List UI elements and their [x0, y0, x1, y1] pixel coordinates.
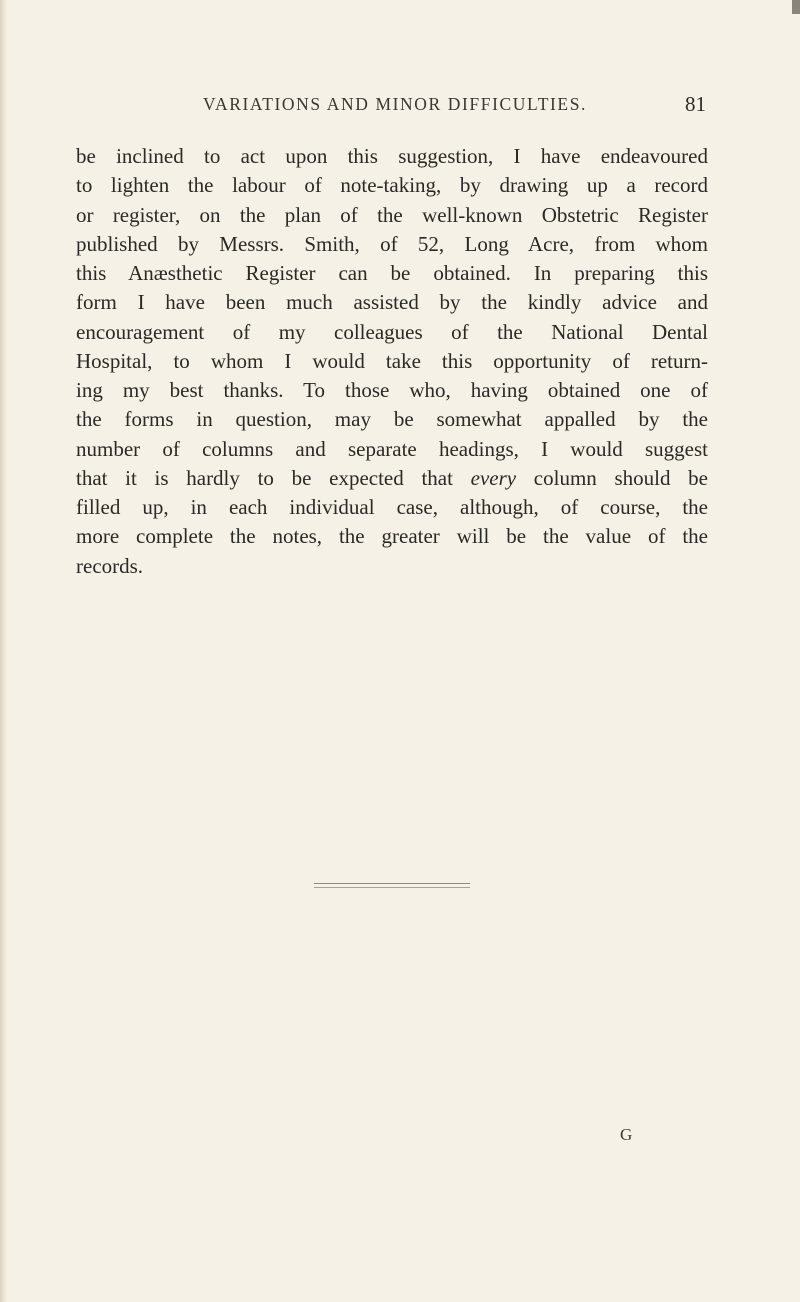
text-line: more complete the notes, the greater will be the value of the	[76, 524, 708, 549]
running-head	[203, 94, 706, 120]
corner-mark	[792, 0, 800, 14]
text-line: Hospital, to whom I would take this opportunity of return-	[76, 348, 708, 373]
text-line: ing my best thanks. To those who, having obtained one of	[76, 378, 708, 402]
text-line-with-emphasis	[76, 464, 708, 493]
text-line: be inclined to act upon this suggestion, I have endeavoured	[76, 144, 708, 168]
section-divider	[314, 883, 470, 884]
page-binding-edge	[0, 0, 7, 1302]
body-paragraph	[76, 142, 708, 581]
text-line: this Anæsthetic Register can be obtained. In preparing this	[76, 261, 708, 285]
text-line: or register, on the plan of the well-known Obstetric Register	[76, 202, 708, 227]
emphasized-word: every	[470, 465, 517, 490]
text-line: to lighten the labour of note-taking, by drawing up a record	[76, 173, 708, 198]
text-line: published by Messrs. Smith, of 52, Long Acre, from whom	[76, 231, 708, 256]
page-number: 81	[685, 92, 706, 116]
text-line: records.	[76, 553, 144, 578]
text-line: filled up, in each individual case, although, of course, the	[76, 495, 708, 519]
text-line: form I have been much assisted by the kindly advice and	[76, 290, 708, 315]
text-line: number of columns and separate headings, I would suggest	[76, 436, 708, 461]
section-divider	[314, 887, 470, 888]
signature-mark: G	[620, 1125, 633, 1144]
text-line: the forms in question, may be somewhat appalled by the	[76, 407, 708, 432]
text-segment: column should be	[516, 465, 708, 490]
text-line: encouragement of my colleagues of the National Dental	[76, 319, 708, 344]
text-segment: that it is hardly to be expected that	[76, 465, 471, 490]
running-title: VARIATIONS AND MINOR DIFFICULTIES.	[203, 94, 588, 114]
